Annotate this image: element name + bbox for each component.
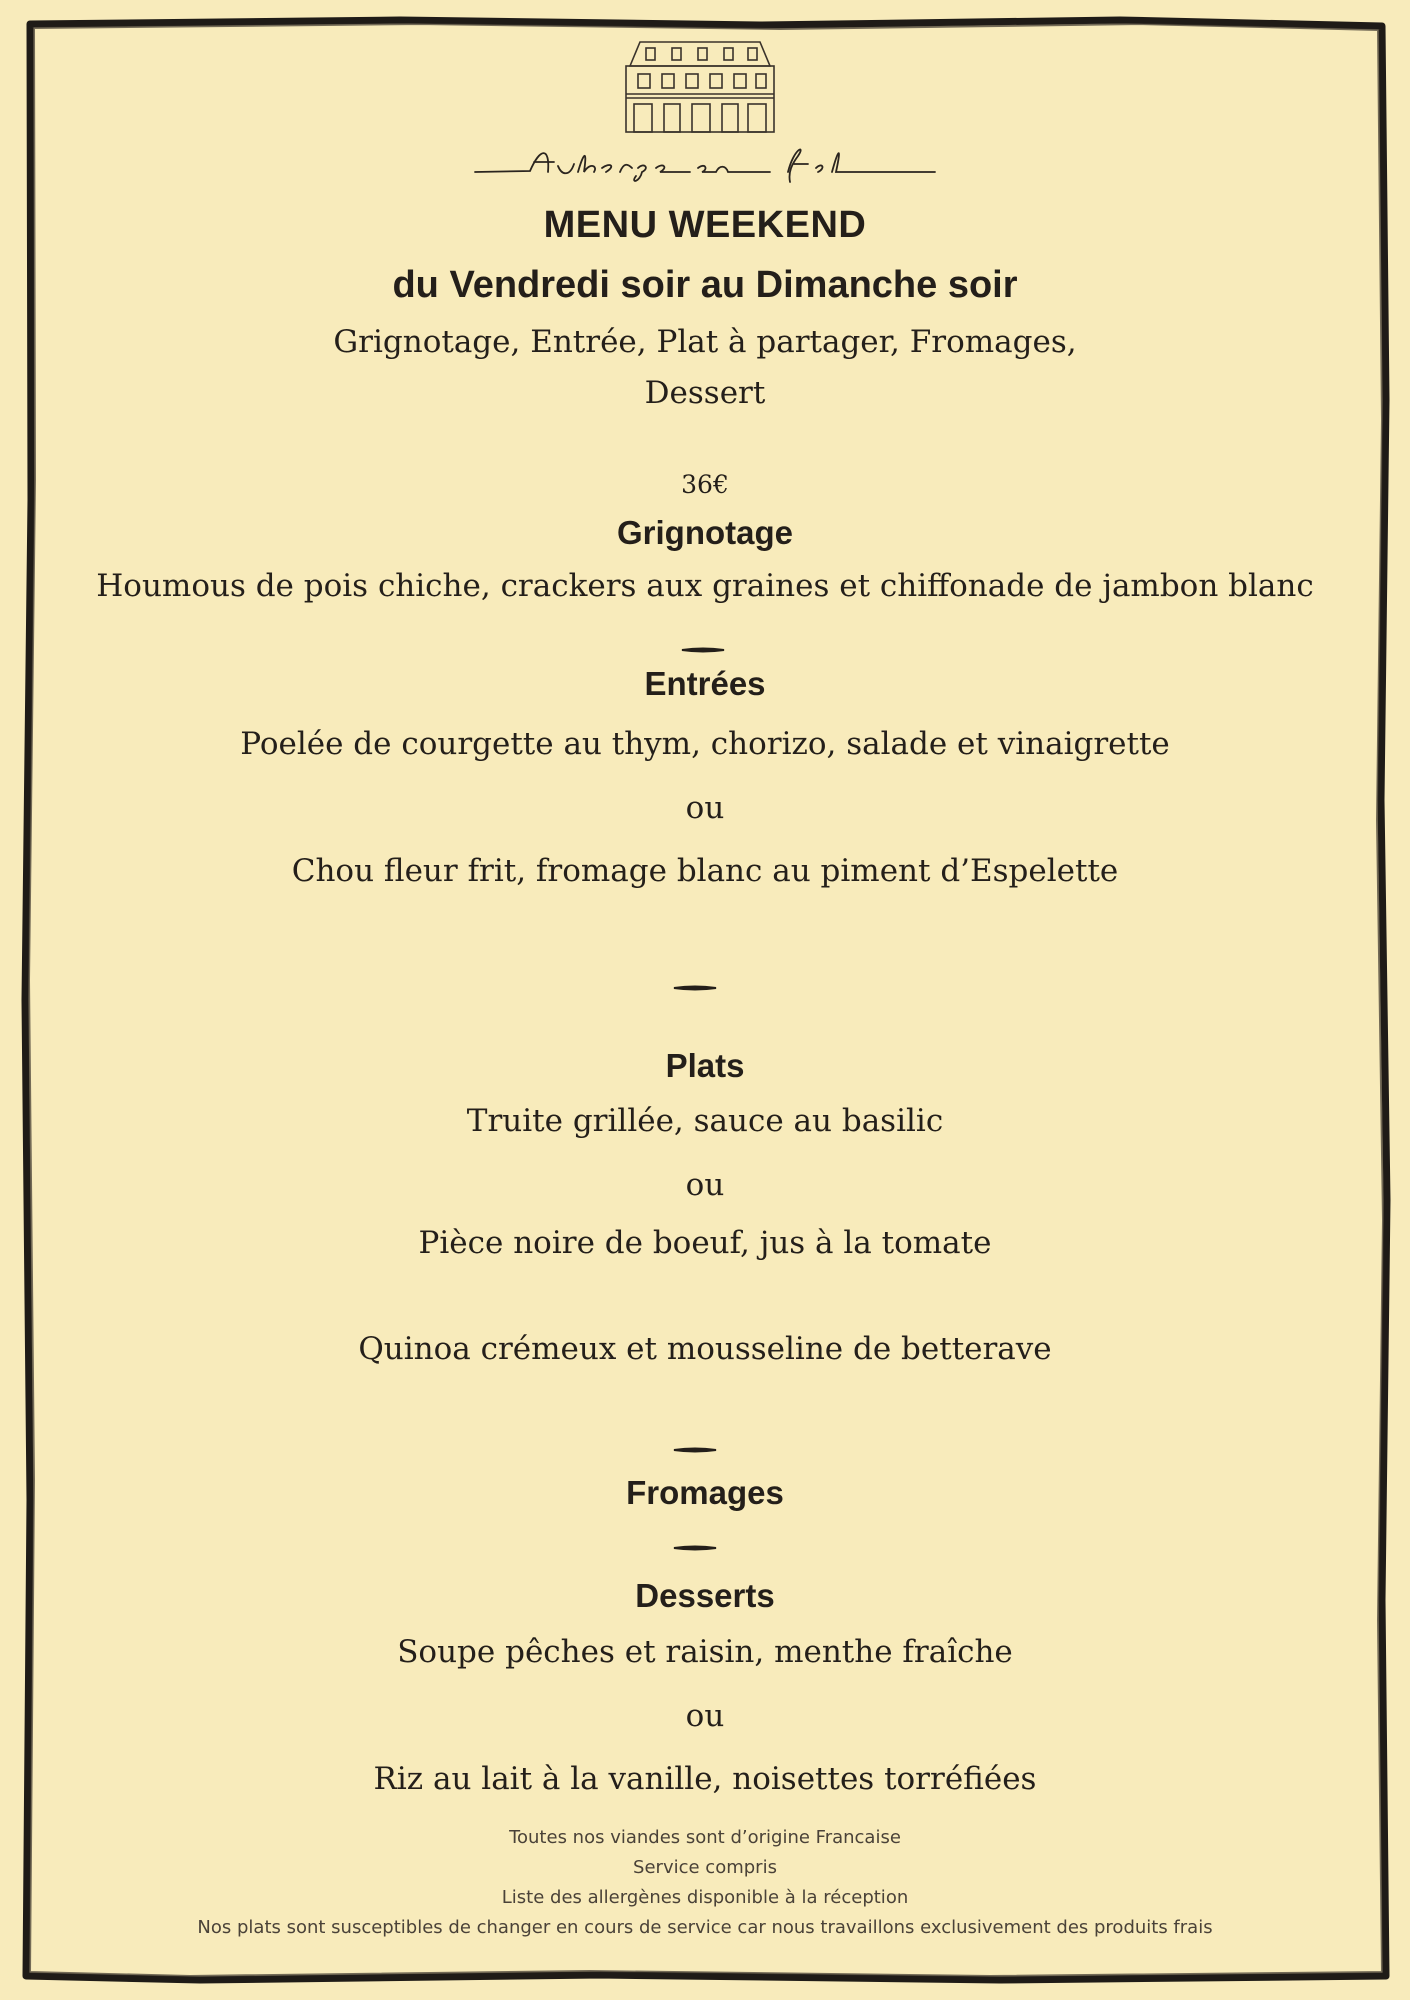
dish-separator-or: ou <box>685 1167 725 1203</box>
menu-subtitle: du Vendredi soir au Dimanche soir <box>392 264 1018 306</box>
dish-dessert-2: Riz au lait à la vanille, noisettes torréfiées <box>373 1761 1037 1797</box>
section-heading-grignotage: Grignotage <box>616 514 793 551</box>
dish-entree-1: Poelée de courgette au thym, chorizo, salade et vinaigrette <box>240 726 1170 762</box>
menu-price: 36€ <box>681 470 729 499</box>
dish-plat-2: Pièce noire de boeuf, jus à la tomate <box>418 1225 992 1261</box>
dish-plat-1: Truite grillée, sauce au basilic <box>466 1103 944 1139</box>
dish-entree-2: Chou fleur frit, fromage blanc au piment d’Espelette <box>291 853 1119 889</box>
footer-service: Service compris <box>633 1857 777 1878</box>
section-heading-fromages: Fromages <box>626 1474 784 1511</box>
section-heading-desserts: Desserts <box>635 1577 775 1614</box>
dish-plat-side: Quinoa crémeux et mousseline de betterave <box>358 1331 1052 1367</box>
section-heading-entrees: Entrées <box>644 665 766 702</box>
footer-fresh-products: Nos plats sont susceptibles de changer en cours de service car nous travaillons exclusivement des produits frais <box>197 1917 1213 1938</box>
dish-dessert-1: Soupe pêches et raisin, menthe fraîche <box>397 1634 1013 1670</box>
divider-dash <box>672 982 718 994</box>
building-logo-icon <box>620 36 780 136</box>
restaurant-name-script-logo <box>470 138 940 188</box>
divider-dash <box>680 644 726 656</box>
courses-list-line1: Grignotage, Entrée, Plat à partager, Fromages, <box>333 324 1077 360</box>
footer-allergens: Liste des allergènes disponible à la réception <box>501 1887 909 1908</box>
dish-separator-or: ou <box>685 1698 725 1734</box>
menu-title: MENU WEEKEND <box>543 204 867 246</box>
dish-separator-or: ou <box>685 790 725 826</box>
courses-list-line2: Dessert <box>644 375 766 411</box>
divider-dash <box>672 1444 718 1456</box>
divider-dash <box>672 1542 718 1554</box>
footer-meat-origin: Toutes nos viandes sont d’origine Francaise <box>509 1827 901 1848</box>
dish-grignotage: Houmous de pois chiche, crackers aux graines et chiffonade de jambon blanc <box>96 568 1314 604</box>
section-heading-plats: Plats <box>665 1047 745 1084</box>
